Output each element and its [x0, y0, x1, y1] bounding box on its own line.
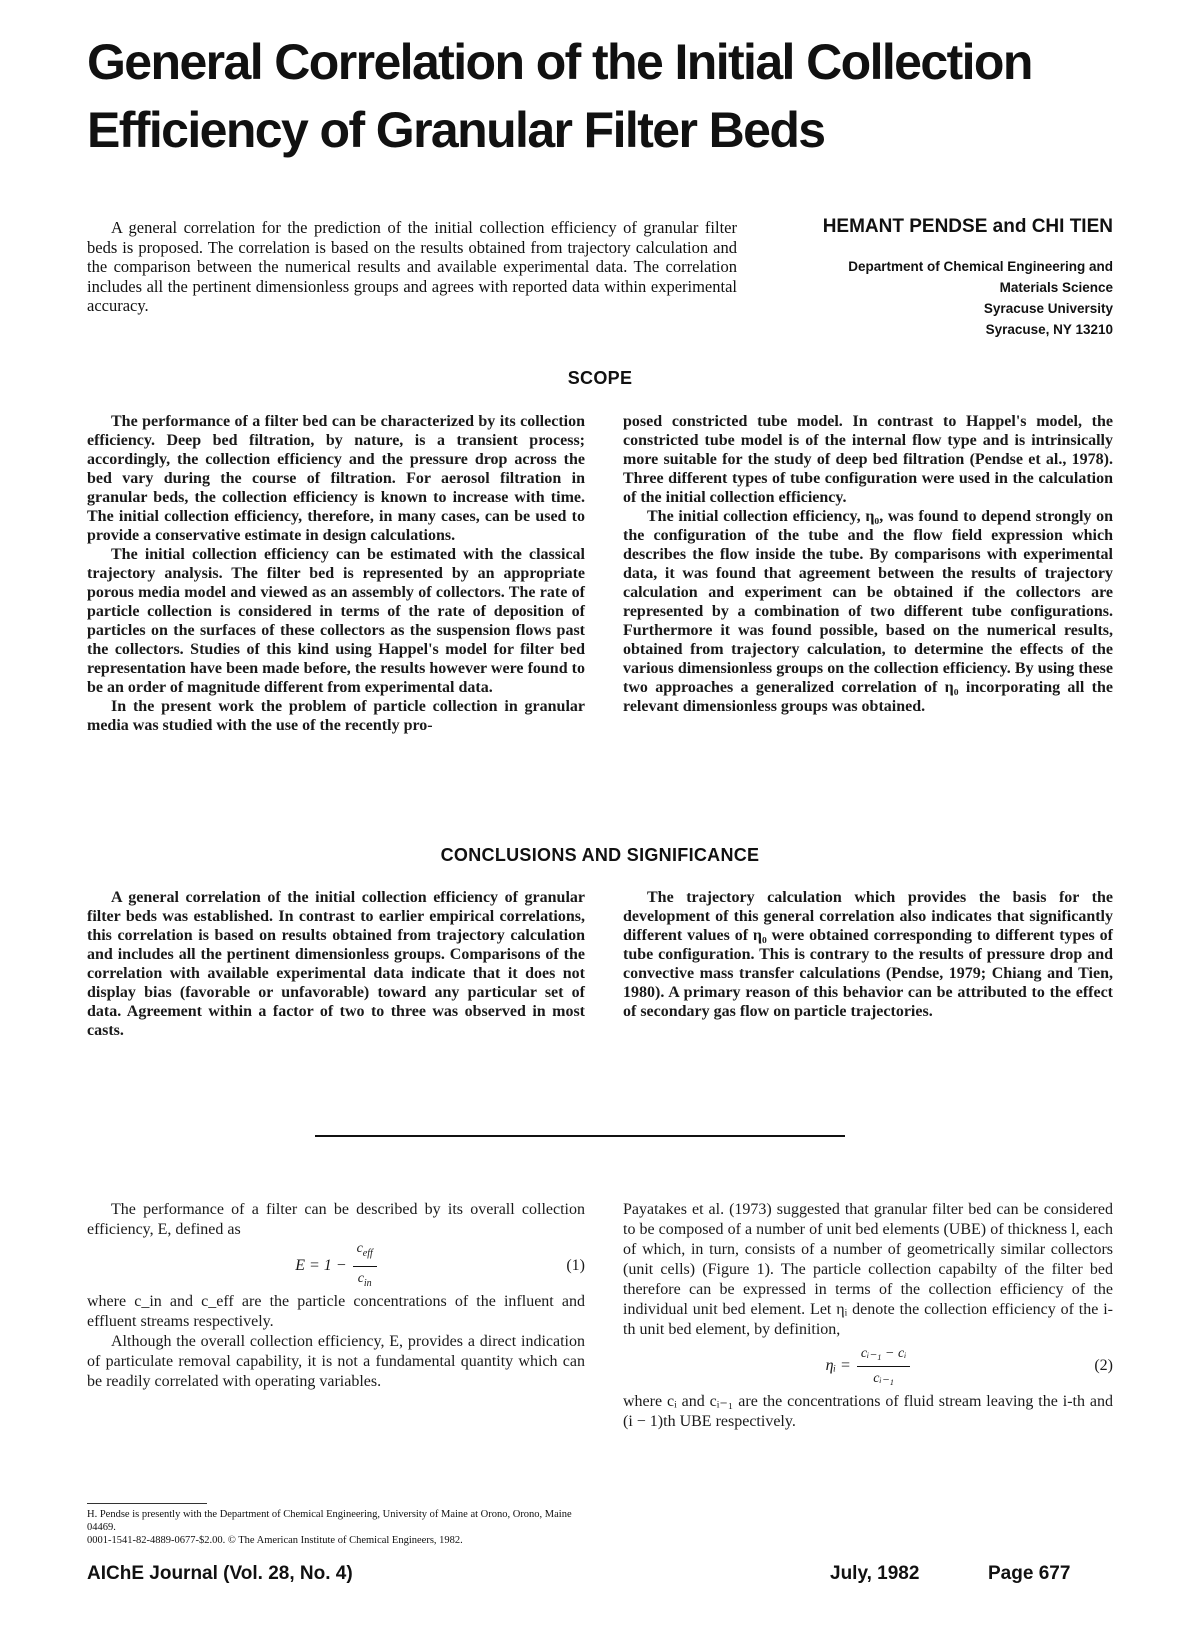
conclusions-heading: CONCLUSIONS AND SIGNIFICANCE — [440, 845, 760, 865]
scope-heading: SCOPE — [567, 368, 633, 388]
abstract: A general correlation for the prediction of the initial collection efficiency of granular filter beds is proposed. The correlation is based on the results obtained from trajectory calculation and the comparison between the numerical results and available experimental data. The correlation includes all the pertinent dimensionless groups and agrees with reported data within experimental accuracy. — [87, 218, 737, 315]
scope-right-column — [623, 412, 1113, 716]
scope-left-paragraph-2: The initial collection efficiency can be estimated with the classical trajectory analysis. The filter bed is represented by an appropriate porous media model and viewed as an assembly of collectors. The rate of particle collection is considered in terms of the rate of deposition of particles on the surfaces of these collectors as the suspension flows past the collectors. Studies of this kind using Happel's model for filter bed representation have been made before, the results however were found to be an order of magnitude different from experimental data. — [87, 546, 585, 696]
conclusions-right-paragraph-1: The trajectory calculation which provides the basis for the development of this general correlation also indicates that significantly different values of η₀ were obtained corresponding to different types of tube configuration. This is contrary to the results of pressure drop and convective mass transfer calculations (Pendse, 1979; Chiang and Tien, 1980). A primary reason of this behavior can be attributed to the effect of secondary gas flow on particle trajectories. — [623, 889, 1113, 1020]
footnote-line-1: H. Pendse is presently with the Department of Chemical Engineering, University of Maine at Orono, Orono, Maine 04469. — [87, 1509, 572, 1533]
affiliation-line-1: Department of Chemical Engineering and — [848, 259, 1113, 274]
body-left-paragraph-1: The performance of a filter can be described by its overall collection efficiency, E, defined as — [87, 1201, 585, 1238]
equation-1-denominator: $c_{in}$ — [357, 1270, 372, 1289]
body-right-paragraph-1: Payatakes et al. (1973) suggested that granular filter bed can be considered to be composed of a number of unit bed elements (UBE) of thickness l, each of which, in turn, consists of a number of geometrically similar collectors (unit cells) (Figure 1). The particle collection capabilty of the filter bed therefore can be expressed in terms of the collection efficiency of the individual unit bed element. Let ηᵢ denote the collection efficiency of the i-th unit bed element, by definition, — [623, 1201, 1113, 1338]
equation-1-numerator: $c_{eff}$ — [353, 1239, 377, 1267]
equation-1 — [87, 1240, 585, 1292]
affiliation-line-3: Syracuse University — [983, 301, 1113, 316]
title-line-1: General Correlation of the Initial Collection — [87, 34, 1032, 90]
body-right-paragraph-2: where cᵢ and cᵢ₋₁ are the concentrations of fluid stream leaving the i-th and (i − 1)th UBE respectively. — [623, 1393, 1113, 1430]
body-left-paragraph-2: where c_in and c_eff are the particle concentrations of the influent and effluent streams respectively. — [87, 1293, 585, 1330]
scope-left-paragraph-3: In the present work the problem of particle collection in granular media was studied with the use of the recently pro- — [87, 698, 585, 734]
affiliation-line-2: Materials Science — [999, 280, 1113, 295]
footnote — [87, 1508, 587, 1547]
equation-2-denominator: cᵢ₋₁ — [873, 1370, 894, 1386]
footer-date: July, 1982 — [830, 1563, 920, 1584]
footnote-rule — [87, 1503, 207, 1504]
body-left-column — [87, 1200, 585, 1392]
conclusions-left-paragraph-1: A general correlation of the initial collection efficiency of granular filter beds was established. In contrast to earlier empirical correlations, this correlation is based on results obtained from trajectory calculation and includes all the pertinent dimensionless groups. Comparisons of the correlation with available experimental data indicate that it does not display bias (favorable or unfavorable) toward any particular set of data. Agreement within a factor of two to three was observed in most casts. — [87, 889, 585, 1039]
scope-right-paragraph-1: posed constricted tube model. In contrast to Happel's model, the constricted tube model is of the internal flow type and is intrinsically more suitable for the study of deep bed filtration (Pendse et al., 1978). Three different types of tube configuration were used in the calculation of the initial collection efficiency. — [623, 413, 1113, 506]
footnote-line-2: 0001-1541-82-4889-0677-$2.00. © The American Institute of Chemical Engineers, 1982. — [87, 1535, 463, 1546]
conclusions-right-column — [623, 888, 1113, 1021]
conclusions-left-column — [87, 888, 585, 1040]
equation-1-number: (1) — [566, 1257, 585, 1274]
scope-right-paragraph-2: The initial collection efficiency, η₀, was found to depend strongly on the configuration of the tube and the flow field expression which describes the flow inside the tube. By comparisons with experimental data, it was found that agreement between the results of trajectory calculation and experiment can be obtained if the collectors are represented by a combination of two different tube configurations. Furthermore it was found possible, based on the numerical results, obtained from trajectory calculation, to determine the effects of the various dimensionless groups on the collection efficiency. By using these two approaches a generalized correlation of η₀ incorporating all the relevant dimensionless groups was obtained. — [623, 508, 1113, 715]
equation-2 — [623, 1340, 1113, 1392]
equation-2-numerator: cᵢ₋₁ − cᵢ — [857, 1344, 911, 1367]
scope-left-column — [87, 412, 585, 735]
affiliation — [753, 256, 1113, 340]
scope-left-paragraph-1: The performance of a filter bed can be characterized by its collection efficiency. Deep bed filtration, by nature, is a transient process; accordingly, the collection efficiency and the pressure drop across the bed vary during the course of filtration. For aerosol filtration in granular beds, the collection efficiency is known to increase with time. The initial collection efficiency, therefore, in many cases, can be used to provide a conservative estimate in design calculations. — [87, 413, 585, 544]
title-line-2: Efficiency of Granular Filter Beds — [87, 102, 825, 158]
equation-1-fraction — [353, 1239, 377, 1294]
authors: HEMANT PENDSE and CHI TIEN — [822, 216, 1113, 237]
equation-2-lhs: ηᵢ = — [825, 1357, 851, 1374]
footer-journal: AIChE Journal (Vol. 28, No. 4) — [87, 1563, 353, 1584]
body-right-column — [623, 1200, 1113, 1432]
equation-1-lhs: E = 1 − — [295, 1257, 347, 1274]
equation-2-fraction — [857, 1344, 911, 1389]
section-divider — [315, 1135, 845, 1137]
affiliation-line-4: Syracuse, NY 13210 — [985, 322, 1113, 337]
body-left-paragraph-3: Although the overall collection efficiency, E, provides a direct indication of particulate removal capability, it is not a fundamental quantity which can be readily correlated with operating variables. — [87, 1333, 585, 1390]
paper-title — [87, 28, 1167, 164]
footer-page: Page 677 — [988, 1563, 1071, 1584]
equation-2-number: (2) — [1094, 1357, 1113, 1374]
